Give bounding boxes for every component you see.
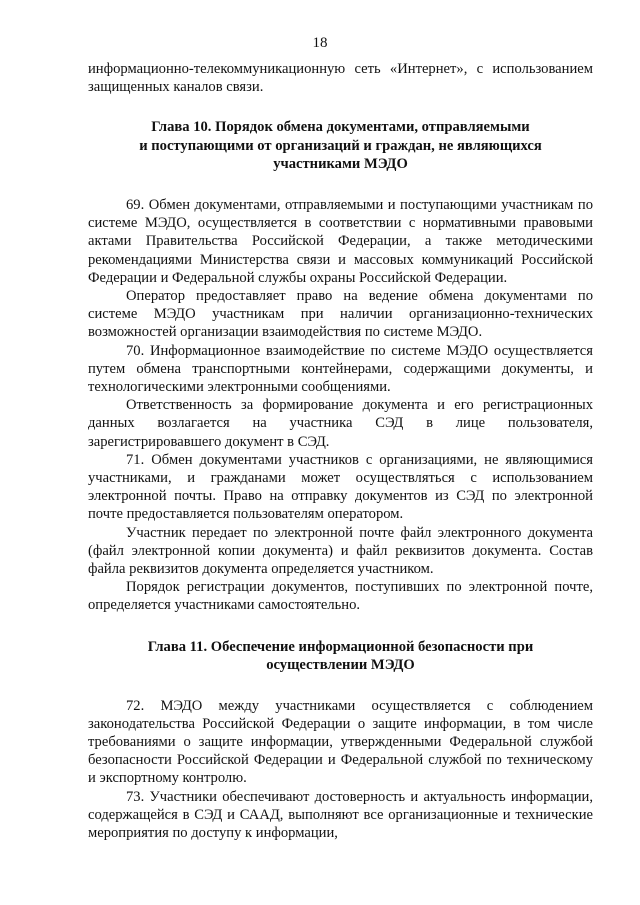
document-body: [88, 60, 593, 842]
chapter-10-title-line: и поступающими от организаций и граждан, не являющихся: [139, 137, 542, 154]
paragraph-registration-order: Порядок регистрации документов, поступивших по электронной почте, определяется участниками самостоятельно.: [88, 579, 593, 614]
paragraph-participant-email: Участник передает по электронной почте файл электронного документа (файл электронной копии документа) и файл реквизитов документа. Состав файла реквизитов документа определяется участником.: [88, 524, 593, 577]
chapter-11-title-line: осуществлении МЭДО: [266, 657, 415, 674]
paragraph-71: 71. Обмен документами участников с организациями, не являющимися участниками, и гражданами может осуществляться с использованием электронной почты. Право на отправку документов из СЭД по электронной почте предоставляется пользователям оператором.: [88, 451, 593, 523]
chapter-10-title-line: Глава 10. Порядок обмена документами, отправляемыми: [151, 119, 530, 136]
chapter-11-title: [106, 638, 576, 675]
page-number: 18: [312, 35, 328, 51]
paragraph-70: 70. Информационное взаимодействие по системе МЭДО осуществляется путем обмена транспортными контейнерами, содержащими документы, и технологическими электронными сообщениями.: [88, 342, 593, 395]
paragraph-operator: Оператор предоставляет право на ведение обмена документами по системе МЭДО участникам при наличии организационно-технических возможностей организации взаимодействия по системе МЭДО.: [88, 287, 593, 341]
chapter-10-title-line: участниками МЭДО: [273, 156, 408, 173]
paragraph-responsibility: Ответственность за формирование документа и его регистрационных данных возлагается на участника СЭД в лице пользователя, зарегистрировавшего документ в СЭД.: [88, 397, 593, 450]
paragraph-69: 69. Обмен документами, отправляемыми и поступающими участникам по системе МЭДО, осуществляется в соответствии с нормативными правовыми актами Правительства Российской Федерации, а также методическими рекомендациями Министерства связи и массовых коммуникаций Российской Федерации и Федеральной службы охраны Российской Федерации.: [88, 196, 593, 286]
paragraph-72: 72. МЭДО между участниками осуществляется с соблюдением законодательства Российской Федерации о защите информации, в том числе требованиями о защите информации, утвержденными Федеральной службой безопасности Российской Федерации и Федеральной службой по техническому и экспортному контролю.: [88, 697, 593, 787]
chapter-11-title-line: Глава 11. Обеспечение информационной безопасности при: [147, 638, 534, 655]
paragraph-73: 73. Участники обеспечивают достоверность и актуальность информации, содержащейся в СЭД и СААД, выполняют все организационные и технические мероприятия по доступу к информации,: [88, 788, 593, 841]
chapter-10-title: [106, 118, 576, 174]
intro-paragraph: информационно-телекоммуникационную сеть «Интернет», с использованием защищенных каналов связи.: [88, 61, 593, 96]
